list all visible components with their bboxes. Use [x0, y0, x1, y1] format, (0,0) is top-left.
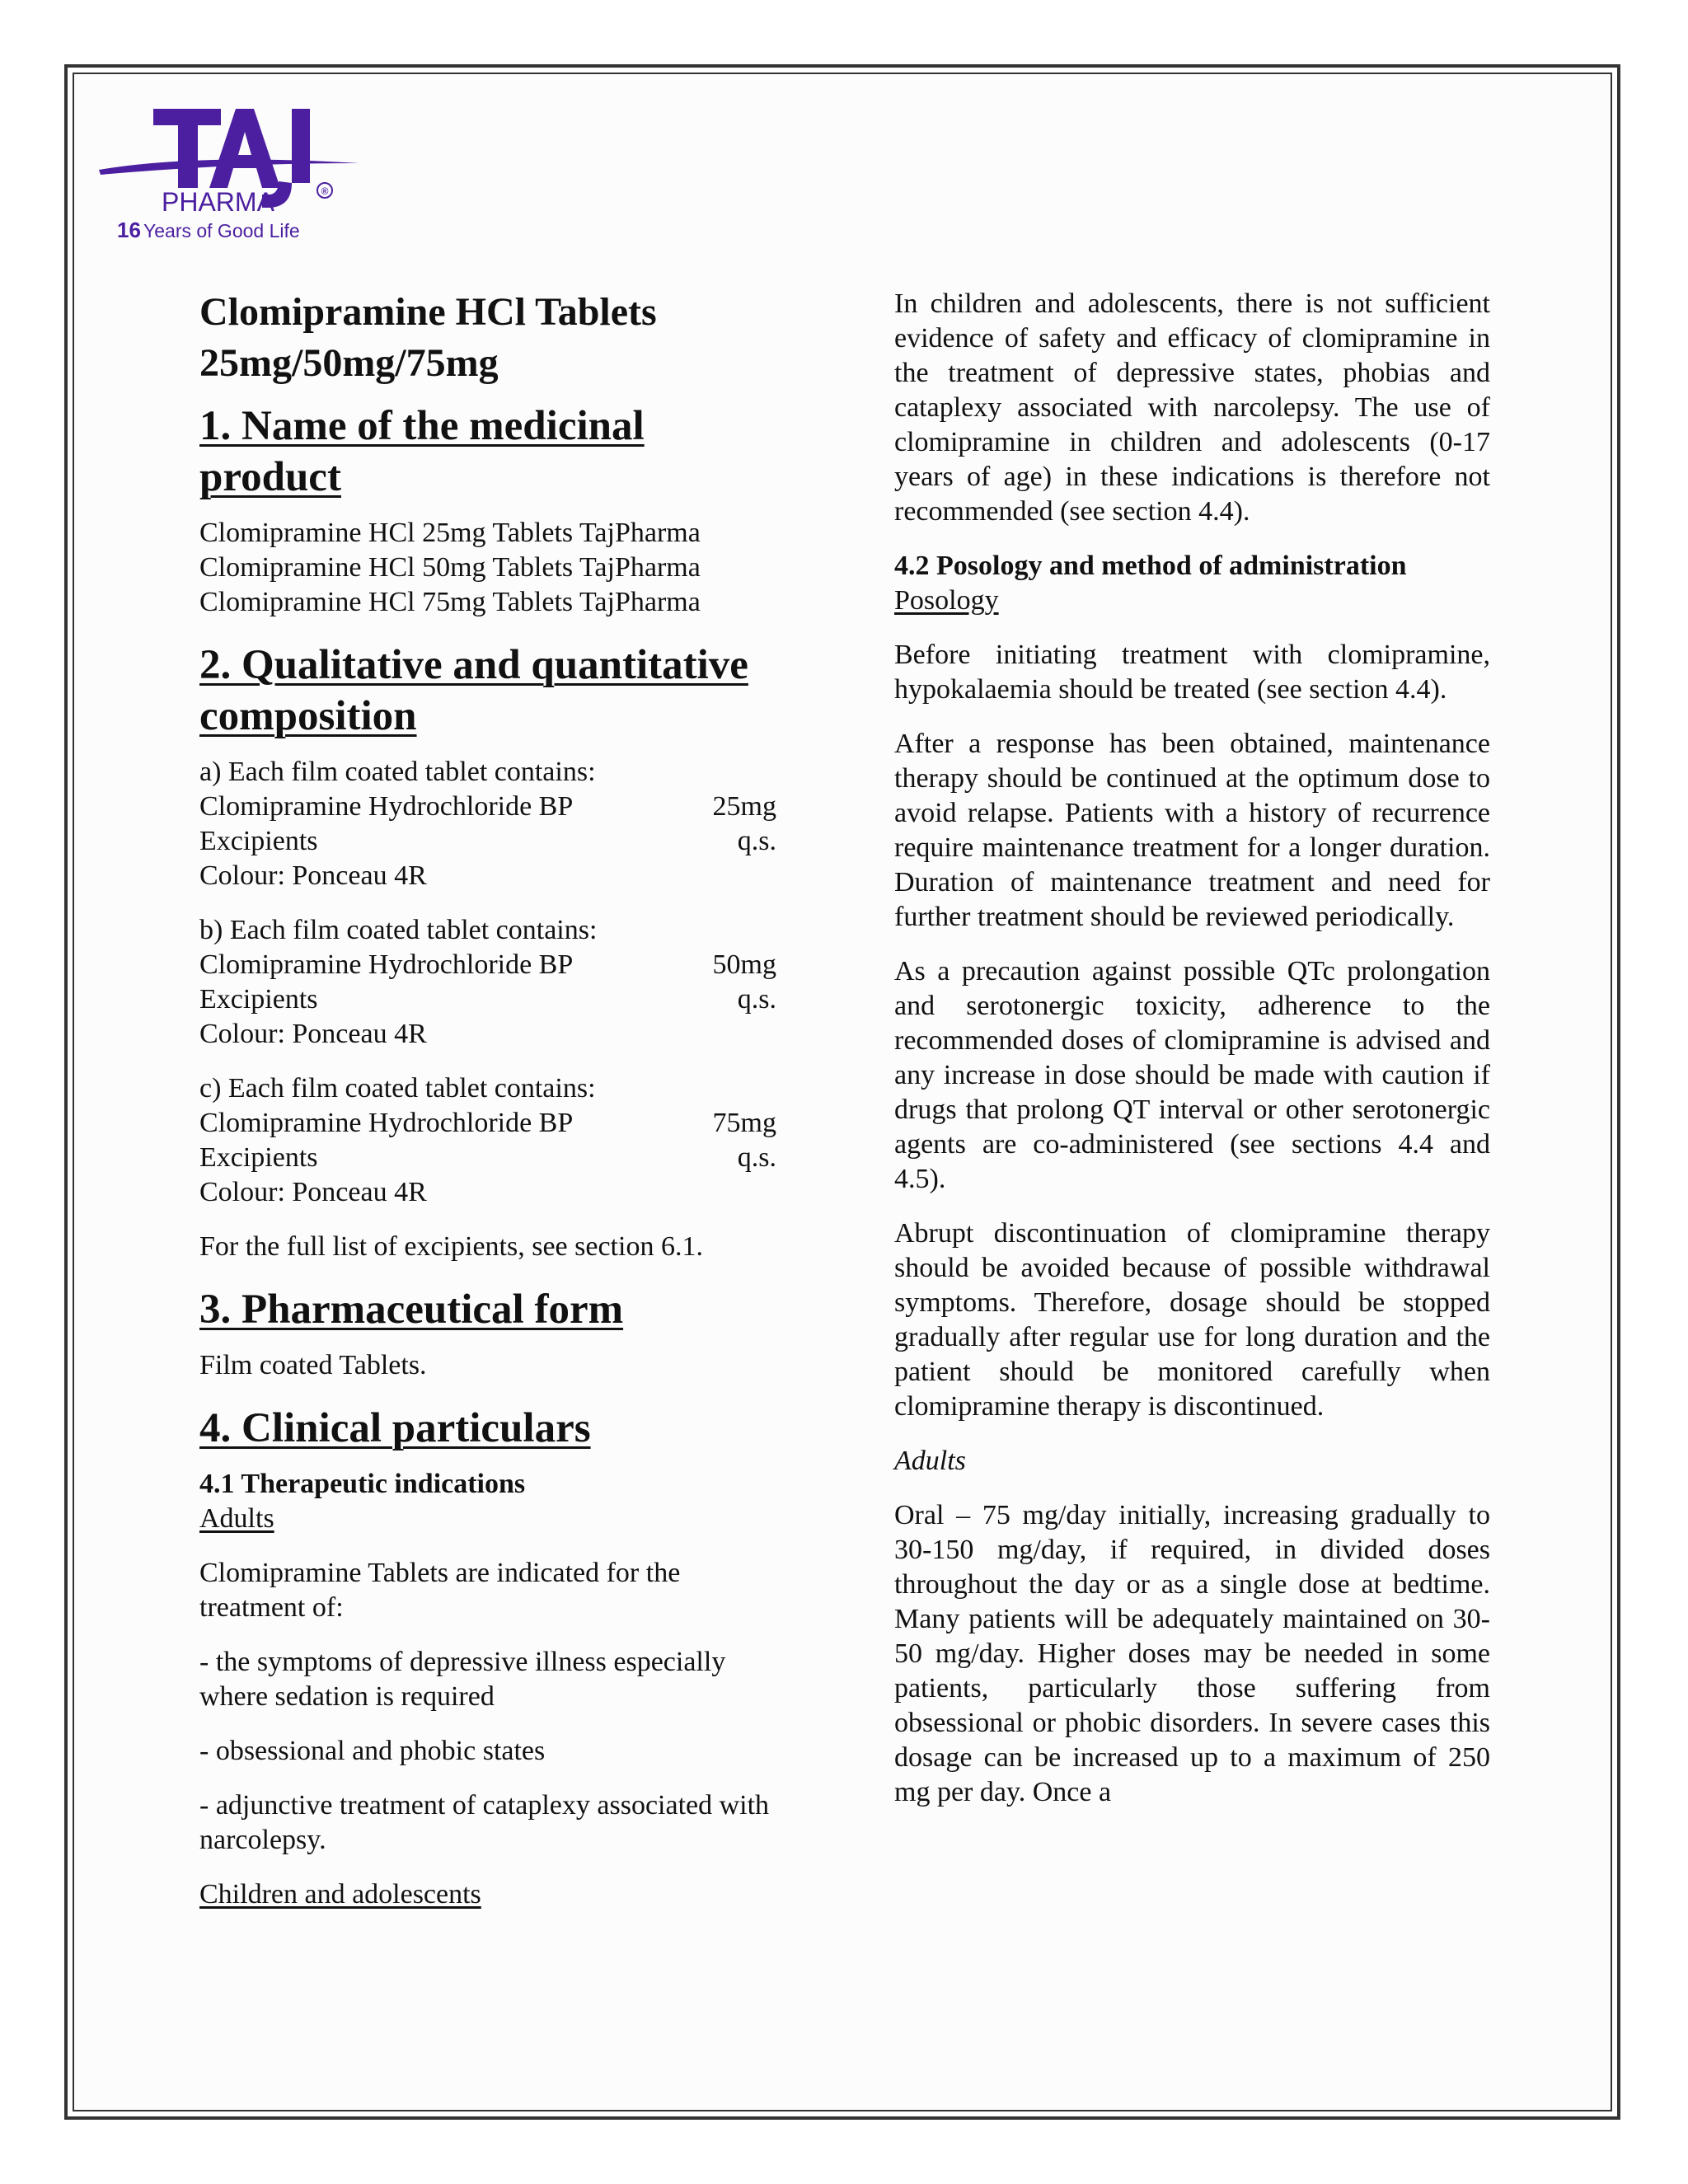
product-name: Clomipramine HCl 75mg Tablets TajPharma — [199, 587, 701, 617]
ingredient-name: Clomipramine Hydrochloride BP — [199, 1108, 574, 1138]
logo-tagline-text: Years of Good Life — [143, 220, 300, 241]
composition-header: b) Each film coated tablet contains: — [199, 915, 598, 945]
section-3-heading: 3. Pharmaceutical form — [199, 1286, 624, 1333]
composition-block-c — [199, 1071, 776, 1210]
composition-block-a — [199, 755, 776, 893]
ingredient-amount: 75mg — [712, 1108, 776, 1138]
ingredient-name: Clomipramine Hydrochloride BP — [199, 949, 574, 980]
posology-paragraph: Abrupt discontinuation of clomipramine therapy should be avoided because of possible withdrawal symptoms. Therefore, dosage should be stopped gradually after regular use for long duration and the patient should be monitored carefully when clomipramine therapy is discontinued. — [894, 1218, 1490, 1422]
registered-mark: ® — [321, 185, 329, 197]
product-name: Clomipramine HCl 50mg Tablets TajPharma — [199, 552, 701, 583]
ingredient-name: Clomipramine Hydrochloride BP — [199, 791, 574, 822]
children-subheading: Children and adolescents — [199, 1879, 481, 1910]
product-name: Clomipramine HCl 25mg Tablets TajPharma — [199, 518, 701, 548]
excipients-amount: q.s. — [737, 984, 776, 1015]
posology-paragraph: After a response has been obtained, maintenance therapy should be continued at the optimum dose to avoid relapse. Patients with a history of recurrence require maintenance treatment for a longer duration. Duration of maintenance treatment and need for further treatment should be reviewed periodically. — [894, 729, 1490, 932]
right-column — [894, 287, 1490, 1810]
title-line-1: Clomipramine HCl Tablets — [199, 290, 657, 334]
section-1-heading-line-1: 1. Name of the medicinal — [199, 403, 645, 449]
pharmaceutical-form-text: Film coated Tablets. — [199, 1350, 427, 1380]
composition-excipients-row — [199, 824, 776, 859]
document-title — [199, 287, 776, 389]
excipients-note: For the full list of excipients, see section 6.1. — [199, 1231, 703, 1262]
composition-colour: Colour: Ponceau 4R — [199, 1019, 427, 1049]
adults-subheading: Adults — [199, 1503, 274, 1534]
logo-pharma-text: PHARMA — [162, 187, 274, 217]
section-2-heading — [199, 640, 776, 742]
section-4-heading: 4. Clinical particulars — [199, 1405, 591, 1451]
section-1-heading-line-2: product — [199, 454, 341, 500]
indication-item: - adjunctive treatment of cataplexy associated with narcolepsy. — [199, 1790, 770, 1855]
section-1-heading — [199, 401, 776, 503]
subsection-4-2-heading: 4.2 Posology and method of administration — [894, 551, 1407, 581]
excipients-label: Excipients — [199, 826, 318, 856]
excipients-amount: q.s. — [737, 826, 776, 856]
composition-ingredient-row — [199, 790, 776, 824]
adults-italic-subheading: Adults — [894, 1446, 966, 1476]
composition-excipients-row — [199, 982, 776, 1017]
composition-ingredient-row — [199, 948, 776, 982]
product-names — [199, 516, 776, 620]
composition-header: a) Each film coated tablet contains: — [199, 757, 596, 787]
ingredient-amount: 25mg — [712, 791, 776, 822]
title-line-2: 25mg/50mg/75mg — [199, 341, 499, 385]
indications-intro: Clomipramine Tablets are indicated for the treatment of: — [199, 1558, 681, 1623]
left-column — [199, 287, 776, 1912]
children-paragraph: In children and adolescents, there is not sufficient evidence of safety and efficacy of clomipramine in the treatment of depressive states, phobias and cataplexy associated with narcolepsy. The use of clomipramine in children and adolescents (0-17 years of age) in these indications is therefore not recommended (see section 4.4). — [894, 288, 1490, 527]
logo-tagline-number: 16 — [117, 218, 141, 242]
subsection-4-1-heading: 4.1 Therapeutic indications — [199, 1469, 526, 1499]
composition-colour: Colour: Ponceau 4R — [199, 860, 427, 891]
taj-pharma-logo — [97, 99, 361, 255]
indication-item: - the symptoms of depressive illness especially where sedation is required — [199, 1647, 726, 1712]
excipients-amount: q.s. — [737, 1142, 776, 1173]
adult-dosage-paragraph: Oral – 75 mg/day initially, increasing gradually to 30-150 mg/day, if required, in divided doses throughout the day or as a single dose at bedtime. Many patients will be adequately maintained on 30-50 mg/day. Higher doses may be needed in some patients, particularly those suffering from obsessional or phobic disorders. In severe cases this dosage can be increased up to a maximum of 250 mg per day. Once a — [894, 1500, 1490, 1807]
composition-block-b — [199, 913, 776, 1052]
posology-paragraph: Before initiating treatment with clomipramine, hypokalaemia should be treated (see section 4.4). — [894, 640, 1490, 705]
composition-excipients-row — [199, 1141, 776, 1175]
composition-header: c) Each film coated tablet contains: — [199, 1073, 596, 1104]
indication-item: - obsessional and phobic states — [199, 1736, 546, 1766]
section-2-heading-line-2: composition — [199, 693, 417, 739]
posology-paragraph: As a precaution against possible QTc prolongation and serotonergic toxicity, adherence to the recommended doses of clomipramine is advised and any increase in dose should be made with caution if drugs that prolong QT interval or other serotonergic agents are co-administered (see sections 4.4 and 4.5). — [894, 956, 1490, 1194]
excipients-label: Excipients — [199, 1142, 318, 1173]
composition-colour: Colour: Ponceau 4R — [199, 1177, 427, 1207]
excipients-label: Excipients — [199, 984, 318, 1015]
posology-subheading: Posology — [894, 585, 999, 616]
ingredient-amount: 50mg — [712, 949, 776, 980]
section-2-heading-line-1: 2. Qualitative and quantitative — [199, 642, 748, 688]
composition-ingredient-row — [199, 1106, 776, 1141]
